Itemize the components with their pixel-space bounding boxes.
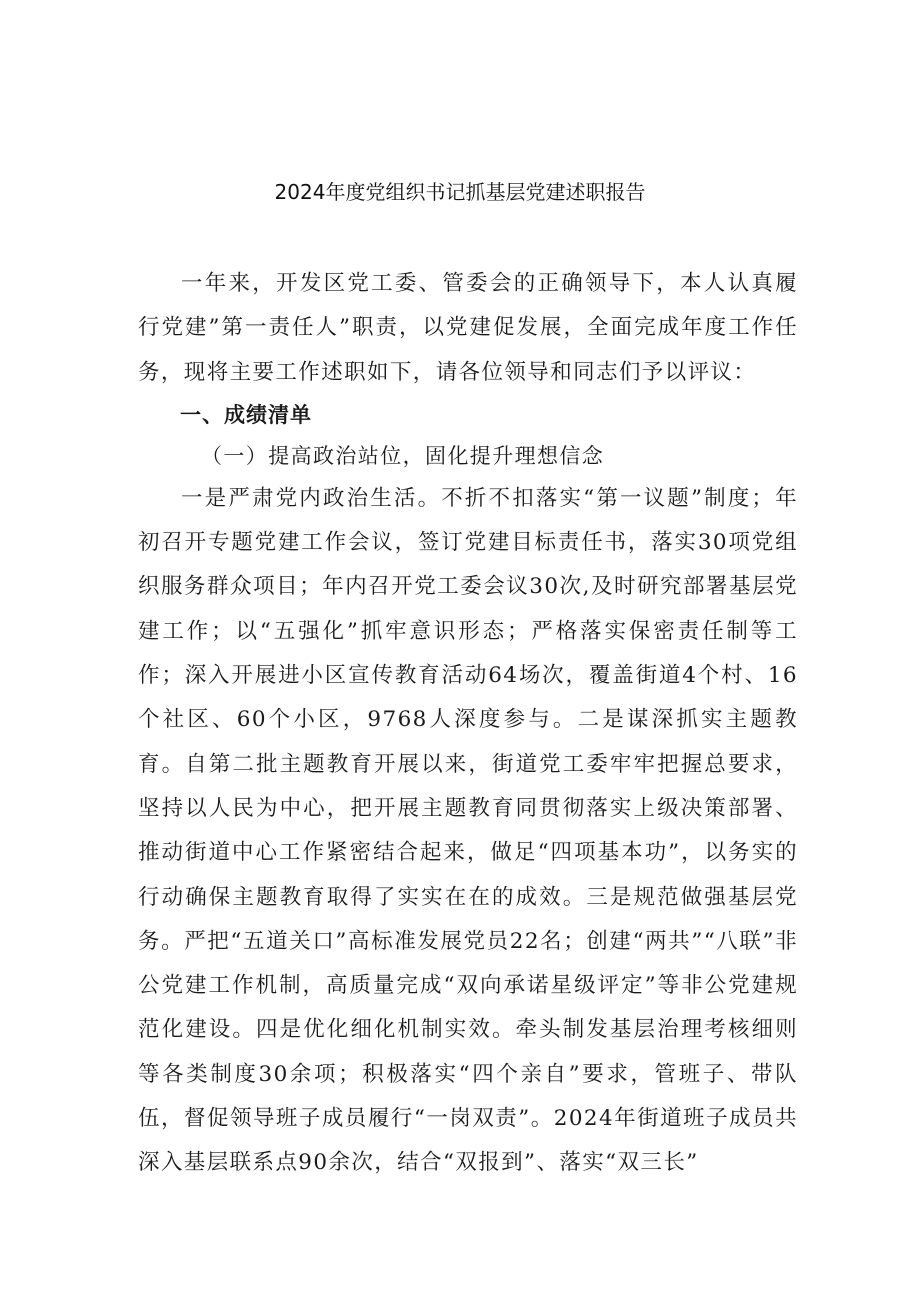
section-heading: 一、成绩清单 — [180, 402, 312, 427]
document-title: 2024年度党组织书记抓基层党建述职报告 — [274, 180, 646, 204]
subsection-heading: （一）提高政治站位，固化提升理想信念 — [201, 443, 605, 468]
document-body — [138, 262, 798, 1186]
body-paragraph: 一是严肃党内政治生活。不折不扣落实“第一议题”制度；年初召开专题党建工作会议，签订党建目标责任书，落实30项党组织服务群众项目；年内召开党工委会议30次,及时研究部署基层党建工作；以“五强化”抓牢意识形态；严格落实保密责任制等工作；深入开展进小区宣传教育活动64场次，覆盖街道4个村、16个社区、60个小区，9768人深度参与。二是谋深抓实主题教育。自第二批主题教育开展以来，街道党工委牢牢把握总要求，坚持以人民为中心，把开展主题教育同贯彻落实上级决策部署、推动街道中心工作紧密结合起来，做足“四项基本功”，以务实的行动确保主题教育取得了实实在在的成效。三是规范做强基层党务。严把“五道关口”高标准发展党员22名；创建“两共”“八联”非公党建工作机制，高质量完成“双向承诺星级评定”等非公党建规范化建设。四是优化细化机制实效。牵头制发基层治理考核细则等各类制度30余项；积极落实“四个亲自”要求，管班子、带队伍，督促领导班子成员履行“一岗双责”。2024年街道班子成员共深入基层联系点90余次，结合“双报到”、落实“双三长” — [138, 485, 798, 1176]
intro-paragraph: 一年来，开发区党工委、管委会的正确领导下，本人认真履行党建”第一责任人”职责，以党建促发展，全面完成年度工作任务，现将主要工作述职如下，请各位领导和同志们予以评议： — [138, 271, 798, 385]
